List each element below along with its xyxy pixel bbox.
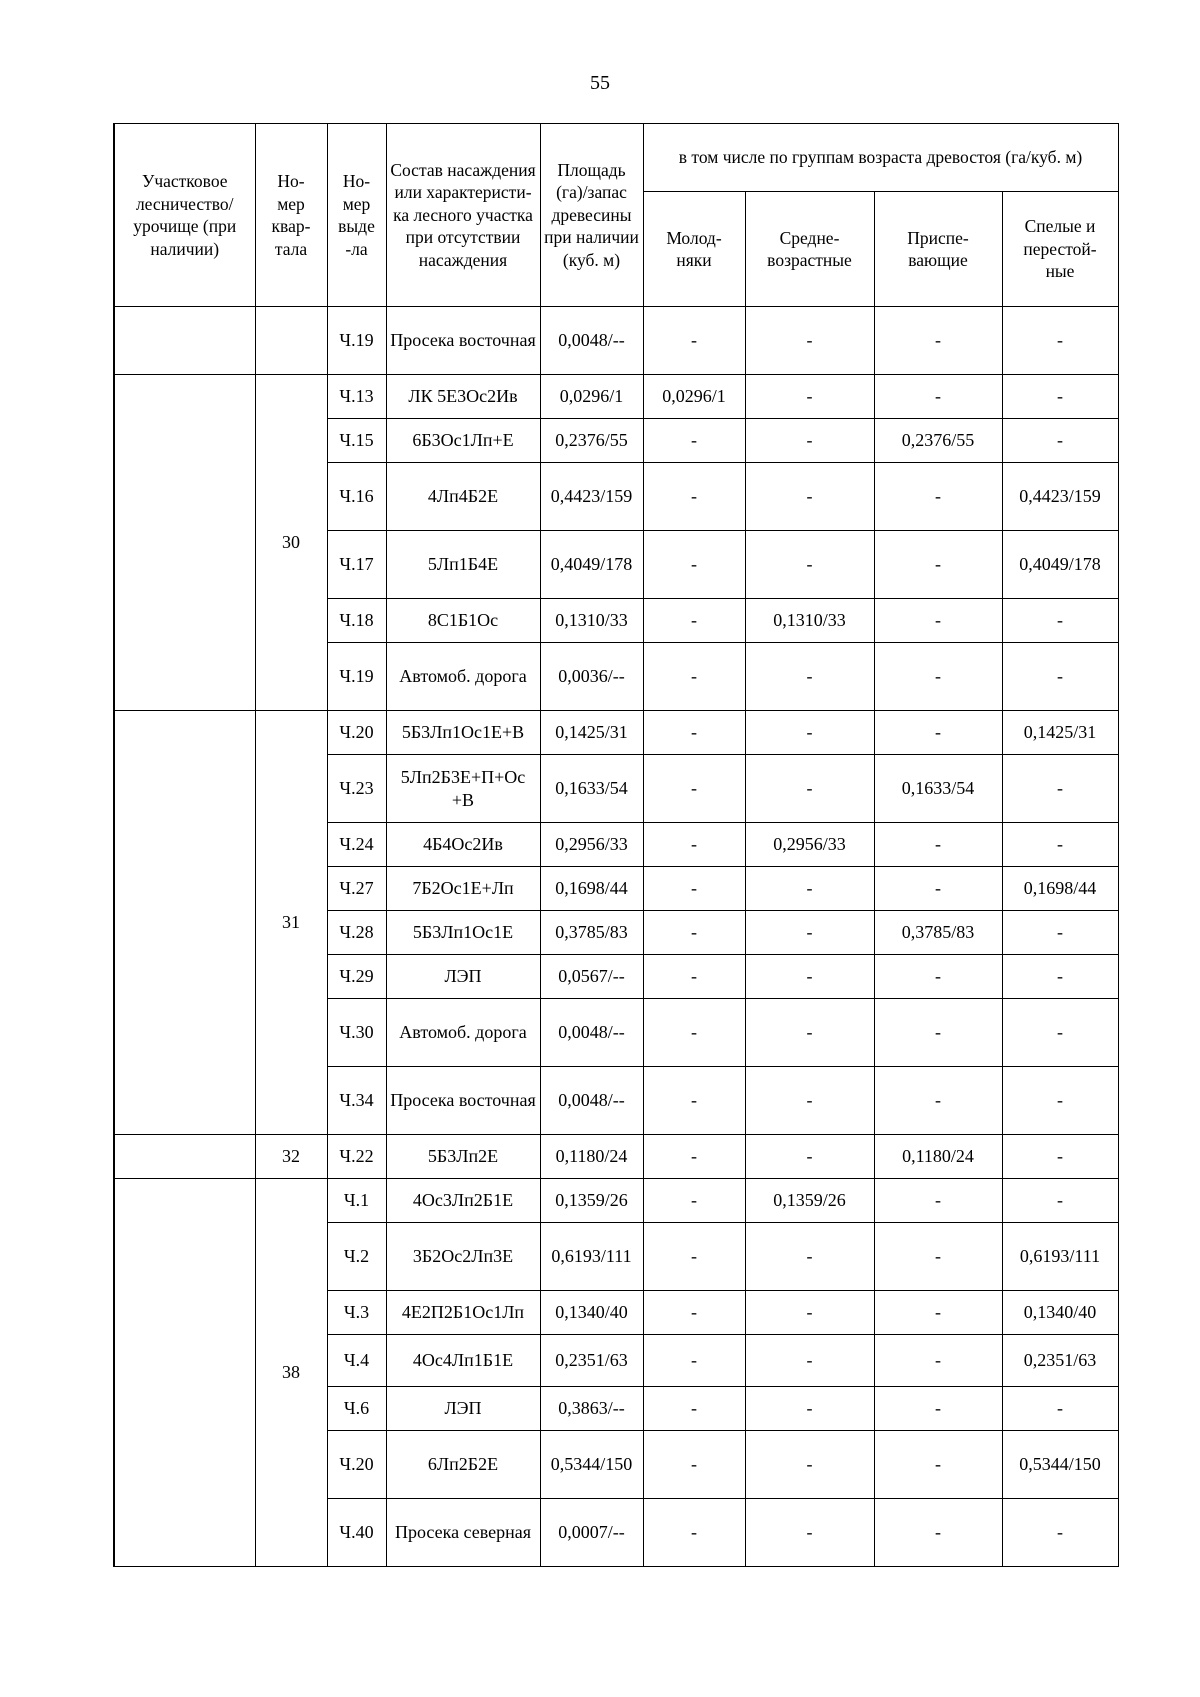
premature-cell: - [874, 599, 1002, 643]
quarter-cell: 31 [255, 711, 327, 1135]
young-cell: - [643, 755, 745, 823]
area-cell: 0,0007/-- [540, 1499, 643, 1567]
mature-cell: 0,4423/159 [1002, 463, 1118, 531]
composition-cell: Просека северная [386, 1499, 540, 1567]
middle-cell: - [745, 1387, 874, 1431]
mature-cell: - [1002, 1135, 1118, 1179]
mature-cell: 0,4049/178 [1002, 531, 1118, 599]
composition-cell: 4Ос3Лп2Б1Е [386, 1179, 540, 1223]
area-cell: 0,0036/-- [540, 643, 643, 711]
mature-cell: 0,2351/63 [1002, 1335, 1118, 1387]
middle-cell: - [745, 911, 874, 955]
middle-cell: - [745, 1291, 874, 1335]
area-cell: 0,1180/24 [540, 1135, 643, 1179]
allotment-cell: Ч.17 [327, 531, 386, 599]
allotment-cell: Ч.15 [327, 419, 386, 463]
composition-cell: 4Лп4Б2Е [386, 463, 540, 531]
mature-cell: 0,1698/44 [1002, 867, 1118, 911]
composition-cell: 7Б2Ос1Е+Лп [386, 867, 540, 911]
allotment-cell: Ч.20 [327, 1431, 386, 1499]
young-cell: - [643, 531, 745, 599]
allotment-cell: Ч.3 [327, 1291, 386, 1335]
header-area: Площадь (га)/запас древесины при наличии (куб. м) [540, 124, 643, 307]
area-cell: 0,1425/31 [540, 711, 643, 755]
premature-cell: 0,1633/54 [874, 755, 1002, 823]
quarter-cell: 32 [255, 1135, 327, 1179]
premature-cell: 0,3785/83 [874, 911, 1002, 955]
young-cell: - [643, 599, 745, 643]
mature-cell: - [1002, 1387, 1118, 1431]
young-cell: - [643, 1179, 745, 1223]
premature-cell: - [874, 823, 1002, 867]
young-cell: - [643, 867, 745, 911]
young-cell: 0,0296/1 [643, 375, 745, 419]
mature-cell: 0,6193/111 [1002, 1223, 1118, 1291]
allotment-cell: Ч.22 [327, 1135, 386, 1179]
middle-cell: - [745, 643, 874, 711]
mature-cell: - [1002, 1179, 1118, 1223]
composition-cell: ЛЭП [386, 1387, 540, 1431]
middle-cell: - [745, 1067, 874, 1135]
header-young: Молод- няки [643, 192, 745, 307]
page-number: 55 [590, 72, 610, 94]
middle-cell: - [745, 1431, 874, 1499]
composition-cell: 4Ос4Лп1Б1Е [386, 1335, 540, 1387]
table-row [114, 1179, 1118, 1223]
premature-cell: - [874, 711, 1002, 755]
middle-cell: 0,2956/33 [745, 823, 874, 867]
allotment-cell: Ч.30 [327, 999, 386, 1067]
composition-cell: 6Б3Ос1Лп+Е [386, 419, 540, 463]
area-cell: 0,1633/54 [540, 755, 643, 823]
allotment-cell: Ч.23 [327, 755, 386, 823]
young-cell: - [643, 1223, 745, 1291]
premature-cell: 0,2376/55 [874, 419, 1002, 463]
allotment-cell: Ч.16 [327, 463, 386, 531]
premature-cell: - [874, 1387, 1002, 1431]
premature-cell: - [874, 1291, 1002, 1335]
young-cell: - [643, 1291, 745, 1335]
forestry-cell [114, 307, 255, 375]
allotment-cell: Ч.34 [327, 1067, 386, 1135]
young-cell: - [643, 1431, 745, 1499]
mature-cell: 0,1340/40 [1002, 1291, 1118, 1335]
mature-cell: - [1002, 955, 1118, 999]
header-premature: Приспе- вающие [874, 192, 1002, 307]
mature-cell: - [1002, 911, 1118, 955]
header-allotment: Но- мер выде -ла [327, 124, 386, 307]
mature-cell: - [1002, 755, 1118, 823]
quarter-cell: 30 [255, 375, 327, 711]
allotment-cell: Ч.27 [327, 867, 386, 911]
young-cell: - [643, 999, 745, 1067]
young-cell: - [643, 1067, 745, 1135]
header-middle: Средне- возрастные [745, 192, 874, 307]
area-cell: 0,4423/159 [540, 463, 643, 531]
middle-cell: - [745, 307, 874, 375]
composition-cell: 5Б3Лп1Ос1Е [386, 911, 540, 955]
mature-cell: - [1002, 599, 1118, 643]
allotment-cell: Ч.28 [327, 911, 386, 955]
premature-cell: - [874, 531, 1002, 599]
middle-cell: - [745, 1135, 874, 1179]
young-cell: - [643, 911, 745, 955]
premature-cell: - [874, 1223, 1002, 1291]
middle-cell: - [745, 955, 874, 999]
young-cell: - [643, 643, 745, 711]
premature-cell: - [874, 643, 1002, 711]
header-composition: Состав насаждения или характеристи-ка лесного участка при отсутствии насаждения [386, 124, 540, 307]
young-cell: - [643, 823, 745, 867]
allotment-cell: Ч.24 [327, 823, 386, 867]
mature-cell: - [1002, 419, 1118, 463]
middle-cell: - [745, 531, 874, 599]
area-cell: 0,5344/150 [540, 1431, 643, 1499]
allotment-cell: Ч.19 [327, 643, 386, 711]
premature-cell: - [874, 1431, 1002, 1499]
quarter-cell [255, 307, 327, 375]
young-cell: - [643, 419, 745, 463]
composition-cell: Просека восточная [386, 1067, 540, 1135]
mature-cell: - [1002, 307, 1118, 375]
table-row [114, 307, 1118, 375]
area-cell: 0,6193/111 [540, 1223, 643, 1291]
middle-cell: - [745, 1499, 874, 1567]
area-cell: 0,2351/63 [540, 1335, 643, 1387]
table-row [114, 711, 1118, 755]
composition-cell: 4Б4Ос2Ив [386, 823, 540, 867]
area-cell: 0,1698/44 [540, 867, 643, 911]
young-cell: - [643, 1499, 745, 1567]
middle-cell: - [745, 999, 874, 1067]
forestry-cell [114, 375, 255, 711]
allotment-cell: Ч.20 [327, 711, 386, 755]
mature-cell: - [1002, 823, 1118, 867]
forest-allotment-table [113, 123, 1119, 1567]
young-cell: - [643, 711, 745, 755]
middle-cell: - [745, 419, 874, 463]
table-row [114, 1135, 1118, 1179]
composition-cell: Автомоб. дорога [386, 643, 540, 711]
mature-cell: - [1002, 643, 1118, 711]
header-quarter: Но- мер квар- тала [255, 124, 327, 307]
composition-cell: 5Б3Лп1Ос1Е+В [386, 711, 540, 755]
composition-cell: ЛЭП [386, 955, 540, 999]
mature-cell: - [1002, 1499, 1118, 1567]
composition-cell: ЛК 5Е3Ос2Ив [386, 375, 540, 419]
area-cell: 0,2376/55 [540, 419, 643, 463]
allotment-cell: Ч.6 [327, 1387, 386, 1431]
middle-cell: - [745, 375, 874, 419]
premature-cell: - [874, 1499, 1002, 1567]
composition-cell: 5Б3Лп2Е [386, 1135, 540, 1179]
middle-cell: - [745, 867, 874, 911]
header-age-groups: в том числе по группам возраста древостоя (га/куб. м) [643, 124, 1118, 192]
mature-cell: 0,1425/31 [1002, 711, 1118, 755]
premature-cell: - [874, 375, 1002, 419]
premature-cell: - [874, 955, 1002, 999]
mature-cell: - [1002, 1067, 1118, 1135]
middle-cell: - [745, 463, 874, 531]
allotment-cell: Ч.18 [327, 599, 386, 643]
area-cell: 0,0048/-- [540, 1067, 643, 1135]
mature-cell: - [1002, 375, 1118, 419]
premature-cell: - [874, 463, 1002, 531]
premature-cell: - [874, 999, 1002, 1067]
composition-cell: 4Е2П2Б1Ос1Лп [386, 1291, 540, 1335]
allotment-cell: Ч.19 [327, 307, 386, 375]
middle-cell: 0,1359/26 [745, 1179, 874, 1223]
young-cell: - [643, 1387, 745, 1431]
premature-cell: - [874, 867, 1002, 911]
header-mature: Спелые и перестой- ные [1002, 192, 1118, 307]
area-cell: 0,0296/1 [540, 375, 643, 419]
middle-cell: - [745, 755, 874, 823]
premature-cell: - [874, 1335, 1002, 1387]
allotment-cell: Ч.2 [327, 1223, 386, 1291]
composition-cell: 8С1Б1Ос [386, 599, 540, 643]
area-cell: 0,3785/83 [540, 911, 643, 955]
young-cell: - [643, 463, 745, 531]
young-cell: - [643, 955, 745, 999]
forestry-cell [114, 1179, 255, 1567]
premature-cell: - [874, 1067, 1002, 1135]
composition-cell: Автомоб. дорога [386, 999, 540, 1067]
composition-cell: Просека восточная [386, 307, 540, 375]
allotment-cell: Ч.13 [327, 375, 386, 419]
area-cell: 0,2956/33 [540, 823, 643, 867]
composition-cell: 5Лп2Б3Е+П+Ос +В [386, 755, 540, 823]
area-cell: 0,3863/-- [540, 1387, 643, 1431]
middle-cell: 0,1310/33 [745, 599, 874, 643]
allotment-cell: Ч.40 [327, 1499, 386, 1567]
middle-cell: - [745, 1223, 874, 1291]
area-cell: 0,4049/178 [540, 531, 643, 599]
mature-cell: - [1002, 999, 1118, 1067]
premature-cell: - [874, 1179, 1002, 1223]
composition-cell: 6Лп2Б2Е [386, 1431, 540, 1499]
forestry-cell [114, 1135, 255, 1179]
area-cell: 0,1359/26 [540, 1179, 643, 1223]
area-cell: 0,1340/40 [540, 1291, 643, 1335]
middle-cell: - [745, 711, 874, 755]
area-cell: 0,1310/33 [540, 599, 643, 643]
forestry-cell [114, 711, 255, 1135]
quarter-cell: 38 [255, 1179, 327, 1567]
young-cell: - [643, 1135, 745, 1179]
area-cell: 0,0048/-- [540, 307, 643, 375]
allotment-cell: Ч.4 [327, 1335, 386, 1387]
middle-cell: - [745, 1335, 874, 1387]
mature-cell: 0,5344/150 [1002, 1431, 1118, 1499]
allotment-cell: Ч.1 [327, 1179, 386, 1223]
area-cell: 0,0048/-- [540, 999, 643, 1067]
young-cell: - [643, 1335, 745, 1387]
young-cell: - [643, 307, 745, 375]
header-forestry: Участковое лесничество/ урочище (при наличии) [114, 124, 255, 307]
table-row [114, 375, 1118, 419]
premature-cell: - [874, 307, 1002, 375]
premature-cell: 0,1180/24 [874, 1135, 1002, 1179]
allotment-cell: Ч.29 [327, 955, 386, 999]
area-cell: 0,0567/-- [540, 955, 643, 999]
table-body [114, 307, 1118, 1567]
composition-cell: 3Б2Ос2Лп3Е [386, 1223, 540, 1291]
composition-cell: 5Лп1Б4Е [386, 531, 540, 599]
